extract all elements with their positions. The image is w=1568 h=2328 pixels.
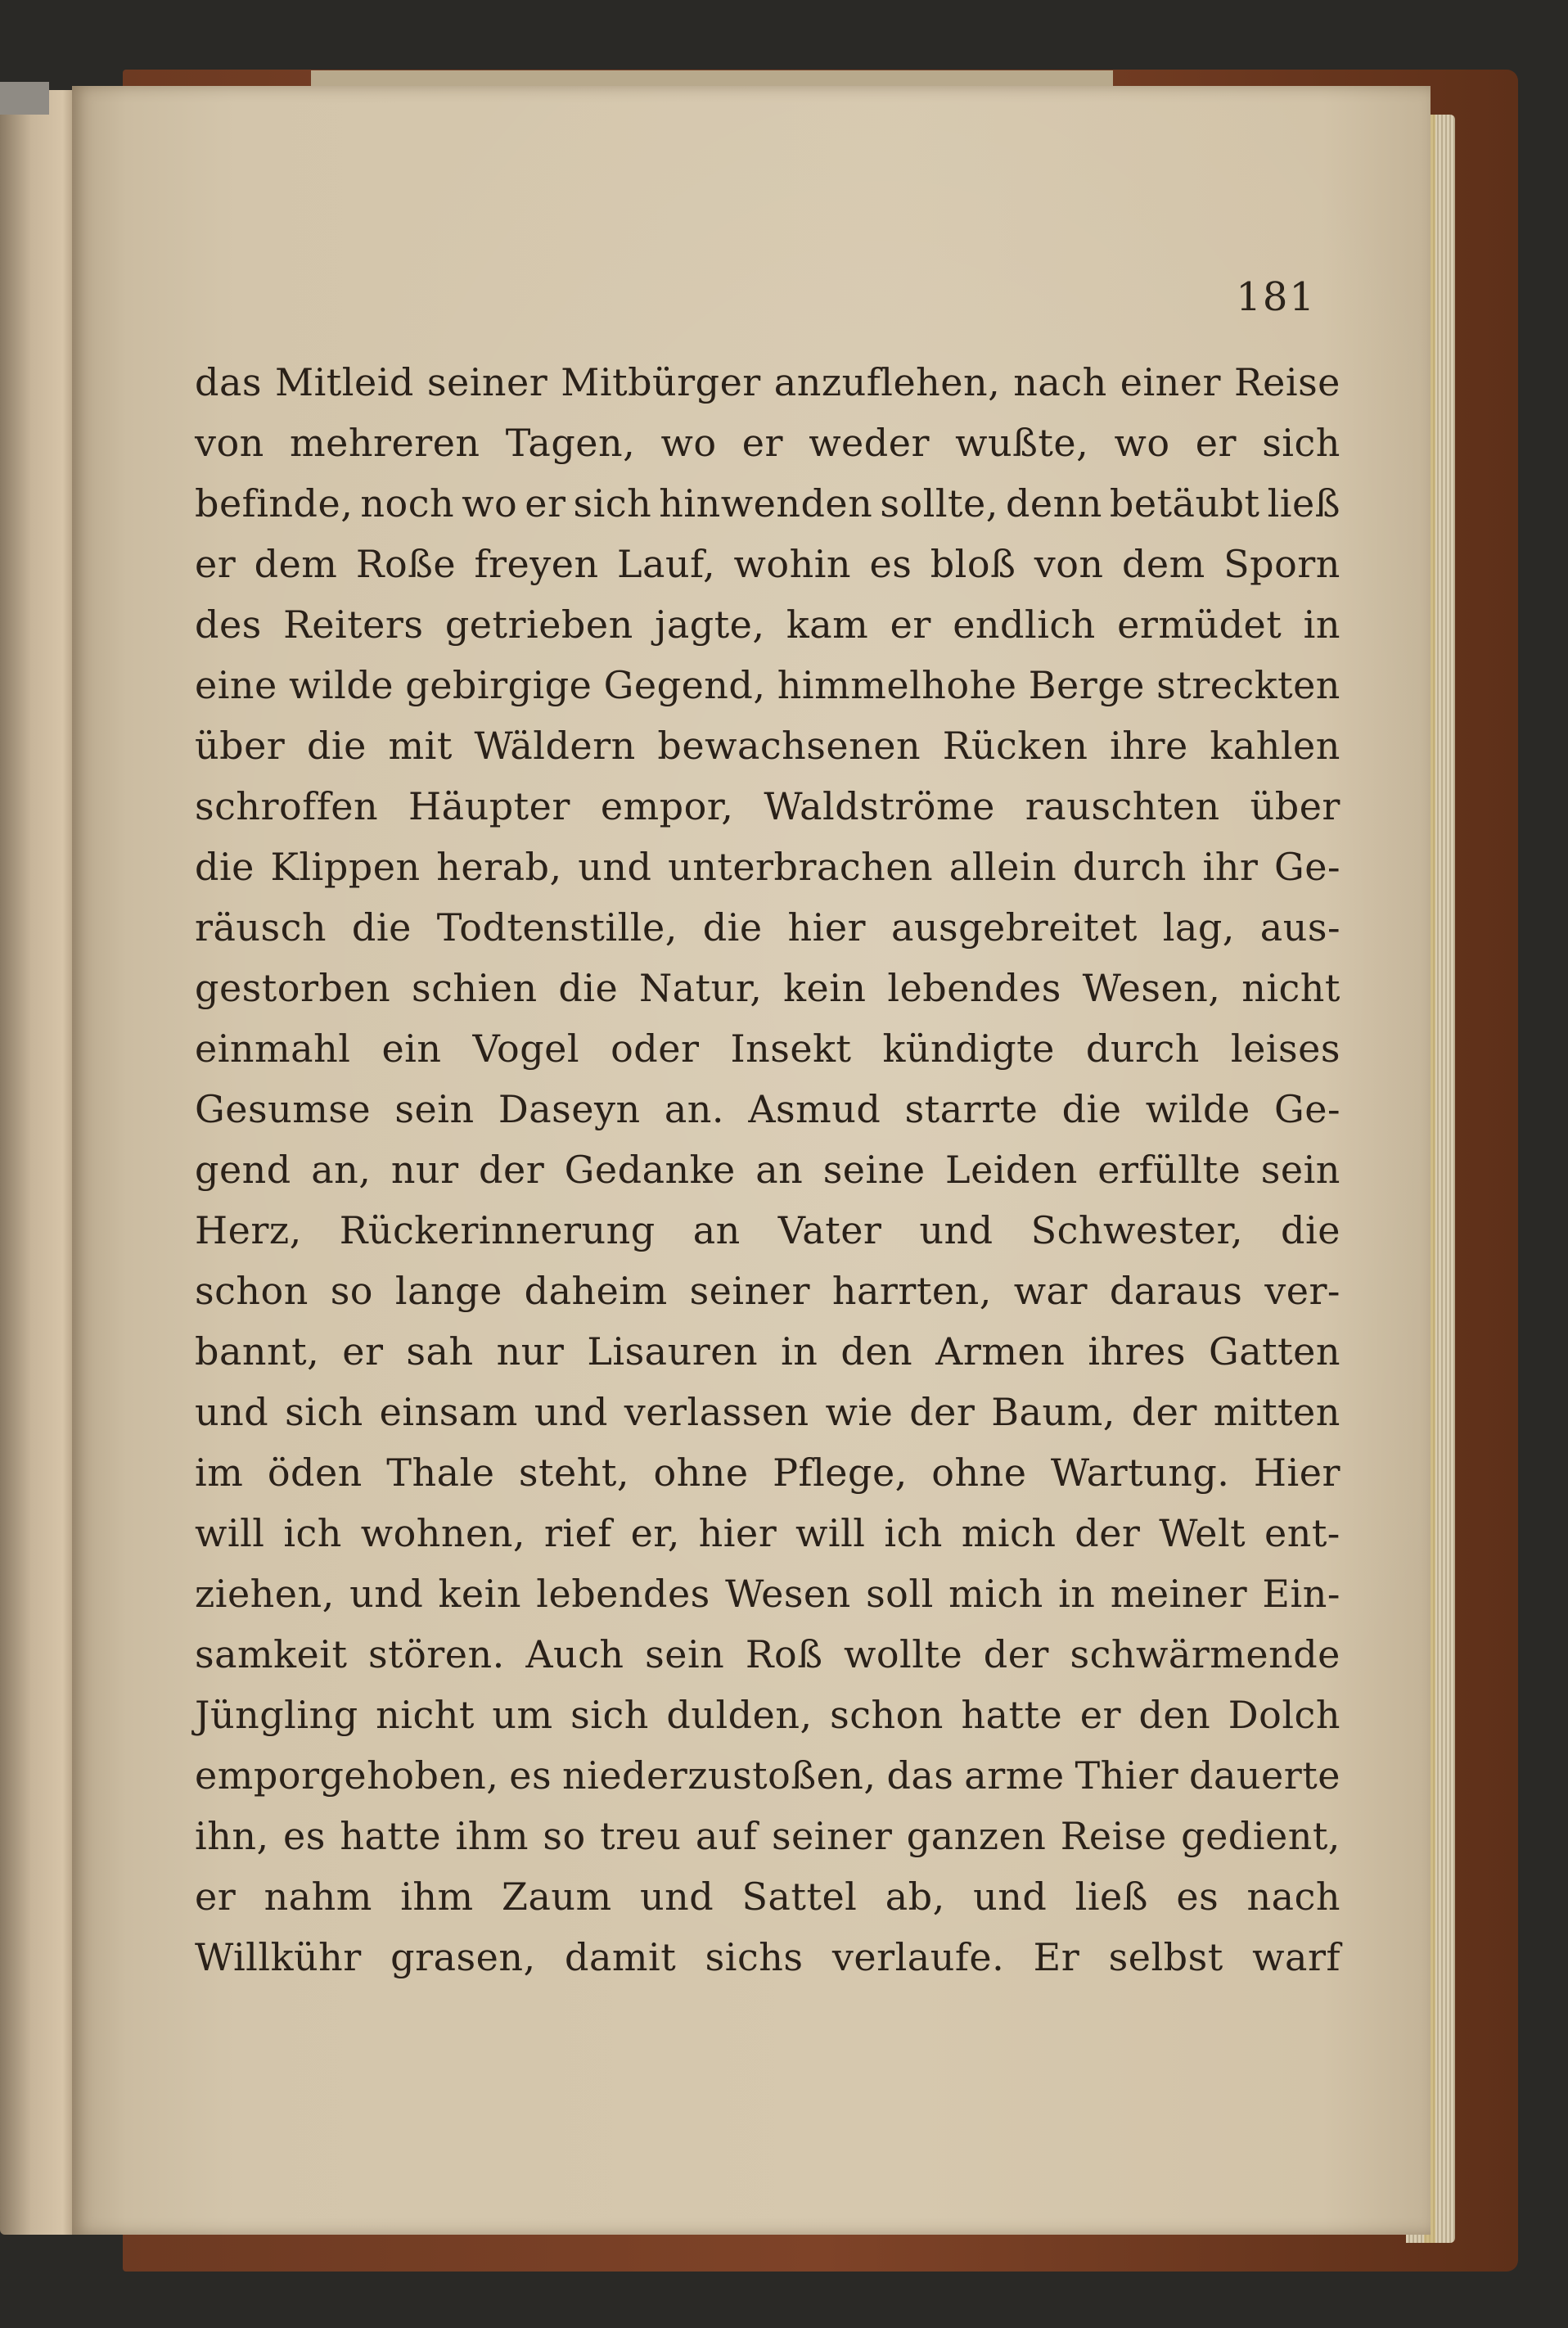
text-line: emporgehoben, es niederzustoßen, das arme Thier dauerte	[195, 1753, 1340, 1798]
text-line: räusch die Todtenstille, die hier ausgebreitet lag, aus-	[195, 905, 1340, 950]
text-line: Gesumse sein Daseyn an. Asmud starrte die wilde Ge-	[195, 1087, 1340, 1131]
text-line: bannt, er sah nur Lisauren in den Armen ihres Gatten	[195, 1329, 1340, 1374]
text-line: einmahl ein Vogel oder Insekt kündigte durch leises	[195, 1026, 1340, 1071]
text-line: über die mit Wäldern bewachsenen Rücken ihre kahlen	[195, 724, 1340, 768]
text-line: gestorben schien die Natur, kein lebendes Wesen, nicht	[195, 966, 1340, 1010]
text-line: Herz, Rückerinnerung an Vater und Schwester, die	[195, 1208, 1340, 1252]
binding-tab	[0, 82, 49, 115]
text-line: schroffen Häupter empor, Waldströme rauschten über	[195, 784, 1340, 828]
text-line: befinde, noch wo er sich hinwenden sollte, denn betäubt ließ	[195, 481, 1340, 526]
text-line: ihn, es hatte ihm so treu auf seiner ganzen Reise gedient,	[195, 1814, 1340, 1858]
text-line: gend an, nur der Gedanke an seine Leiden erfüllte sein	[195, 1148, 1340, 1192]
text-line: Willkühr grasen, damit sichs verlaufe. Er selbst warf	[195, 1935, 1340, 1979]
text-line: er nahm ihm Zaum und Sattel ab, und ließ es nach	[195, 1875, 1340, 1919]
text-line: schon so lange daheim seiner harrten, war daraus ver-	[195, 1269, 1340, 1313]
text-line: und sich einsam und verlassen wie der Baum, der mitten	[195, 1390, 1340, 1434]
text-line: Jüngling nicht um sich dulden, schon hatte er den Dolch	[195, 1693, 1340, 1737]
text-line: im öden Thale steht, ohne Pflege, ohne Wartung. Hier	[195, 1450, 1340, 1495]
page-number: 181	[1236, 274, 1316, 320]
text-line: ziehen, und kein lebendes Wesen soll mich in meiner Ein-	[195, 1572, 1340, 1616]
text-line: die Klippen herab, und unterbrachen allein durch ihr Ge-	[195, 845, 1340, 889]
text-line: will ich wohnen, rief er, hier will ich mich der Welt ent-	[195, 1511, 1340, 1555]
text-block	[195, 352, 1340, 1987]
text-line: das Mitleid seiner Mitbürger anzuflehen, nach einer Reise	[195, 360, 1340, 404]
previous-page-edge	[0, 90, 79, 2235]
text-line: er dem Roße freyen Lauf, wohin es bloß von dem Sporn	[195, 542, 1340, 586]
book-page	[72, 86, 1431, 2235]
text-line: samkeit stören. Auch sein Roß wollte der schwärmende	[195, 1632, 1340, 1676]
text-line: des Reiters getrieben jagte, kam er endlich ermüdet in	[195, 602, 1340, 647]
text-line: eine wilde gebirgige Gegend, himmelhohe Berge streckten	[195, 663, 1340, 707]
text-line: von mehreren Tagen, wo er weder wußte, wo er sich	[195, 421, 1340, 465]
